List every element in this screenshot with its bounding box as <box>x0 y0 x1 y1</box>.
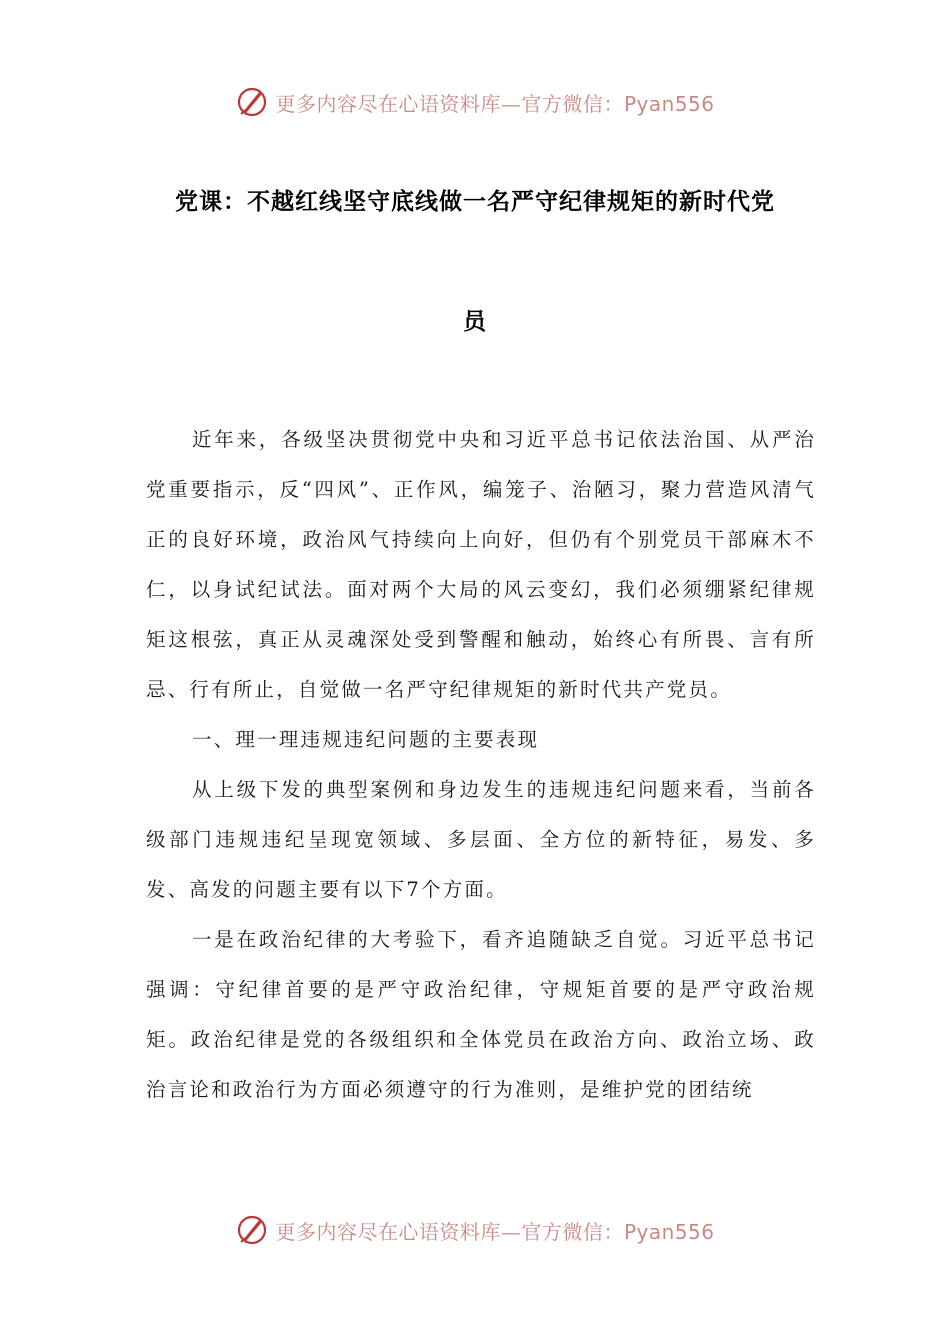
watermark-text: 更多内容尽在心语资料库—官方微信：Pyan556 <box>275 91 715 116</box>
document-title-continued: 员 <box>463 309 487 335</box>
body-paragraph: 近年来，各级坚决贯彻党中央和习近平总书记依法治国、从严治党重要指示，反“四风”、正作风，编笼子、治陋习，聚力营造风清气正的良好环境，政治风气持续向上向好，但仍有个别党员干部麻木不仁，以身试纪试法。面对两个大局的风云变幻，我们必须绷紧纪律规矩这根弦，真正从灵魂深处受到警醒和触动，始终心有所畏、言有所忌、行有所止，自觉做一名严守纪律规矩的新时代共产党员。 <box>146 428 816 701</box>
quill-logo-icon <box>235 1213 269 1247</box>
body-paragraph: 从上级下发的典型案例和身边发生的违规违纪问题来看，当前各级部门违规违纪呈现宽领域、多层面、全方位的新特征，易发、多发、高发的问题主要有以下7个方面。 <box>146 778 816 901</box>
document-body <box>146 415 816 1115</box>
watermark-text: 更多内容尽在心语资料库—官方微信：Pyan556 <box>275 1219 715 1244</box>
document-title: 党课：不越红线坚守底线做一名严守纪律规矩的新时代党 <box>175 189 775 215</box>
header-watermark <box>0 82 950 122</box>
body-paragraph: 一是在政治纪律的大考验下，看齐追随缺乏自觉。习近平总书记强调：守纪律首要的是严守政治纪律，守规矩首要的是严守政治规矩。政治纪律是党的各级组织和全体党员在政治方向、政治立场、政治言论和政治行为方面必须遵守的行为准则，是维护党的团结统 <box>146 928 816 1101</box>
quill-logo-icon <box>235 85 269 119</box>
section-heading: 一、理一理违规违纪问题的主要表现 <box>192 728 540 751</box>
footer-watermark <box>0 1210 950 1250</box>
